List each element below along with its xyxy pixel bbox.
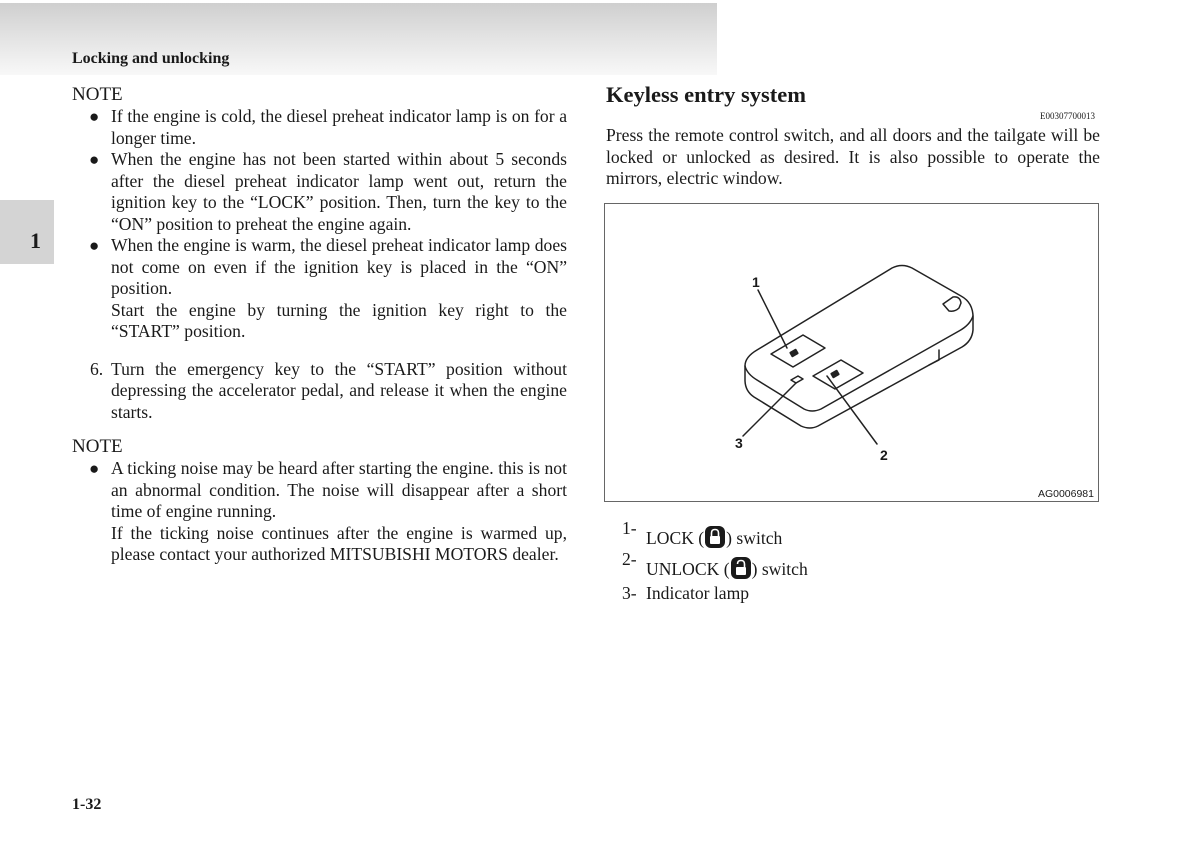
intro-paragraph: Press the remote control switch, and all doors and the tailgate will be locked or unlocked as desired. It is also possible to operate the mirrors, electric window. [606,125,1100,188]
bullet-icon: ● [89,150,100,169]
page-number: 1-32 [72,796,102,813]
callout-2: 2 [880,447,888,463]
legend-text-before: LOCK ( [646,528,705,548]
note-bullet [72,458,567,523]
lock-open-icon [730,556,752,585]
section-title: Locking and unlocking [72,50,230,67]
bullet-icon: ● [89,459,100,478]
callout-1: 1 [752,274,760,290]
remote-control-figure [604,203,1099,502]
bullet-continuation: If the ticking noise continues after the engine is warmed up, please contact your authorized MITSUBISHI MOTORS dealer. [111,522,567,564]
chapter-tab [0,200,54,264]
bullet-text: When the engine has not been started within about 5 seconds after the diesel preheat indicator lamp went out, return the ignition key to the “LOCK” position. Then, turn the key to the “ON” position to preheat the engine again. [111,149,567,234]
chapter-number: 1 [30,228,41,253]
legend-number: 1- [622,518,637,538]
legend-text [646,556,808,585]
reference-code: E00307700013 [1040,111,1095,121]
step-text: Turn the emergency key to the “START” position without depressing the accelerator pedal, and release it when the engine starts. [111,358,567,422]
bullet-continuation: Start the engine by turning the ignition key right to the “START” position. [111,299,567,341]
note-bullet [72,149,567,235]
bullet-icon: ● [89,107,100,126]
legend-text [646,525,782,554]
note-heading: NOTE [72,84,123,105]
step-6 [72,359,567,424]
legend-number: 2- [622,549,637,569]
legend-number: 3- [622,583,637,603]
bullet-text: If the engine is cold, the diesel preheat indicator lamp is on for a longer time. [111,106,567,148]
bullet-text: When the engine is warm, the diesel preheat indicator lamp does not come on even if the ignition key is placed in the “ON” position. [111,235,567,298]
figure-code: AG0006981 [1037,488,1094,500]
note-heading: NOTE [72,436,123,457]
callout-3: 3 [735,435,743,451]
keyless-entry-title: Keyless entry system [606,82,806,107]
bullet-text: A ticking noise may be heard after starting the engine. this is not an abnormal condition. The noise will disappear after a short time of engine running. [111,458,567,521]
left-column [72,84,567,566]
note-bullet [72,106,567,149]
legend-text-after: ) switch [751,559,808,579]
remote-control-illustration [605,204,1100,503]
legend-text-after: ) switch [726,528,783,548]
legend-text-before: UNLOCK ( [646,559,730,579]
legend-text: Indicator lamp [646,583,750,603]
step-number: 6. [90,358,104,379]
lock-closed-icon [704,525,726,554]
note-bullet [72,235,567,300]
bullet-icon: ● [89,236,100,255]
